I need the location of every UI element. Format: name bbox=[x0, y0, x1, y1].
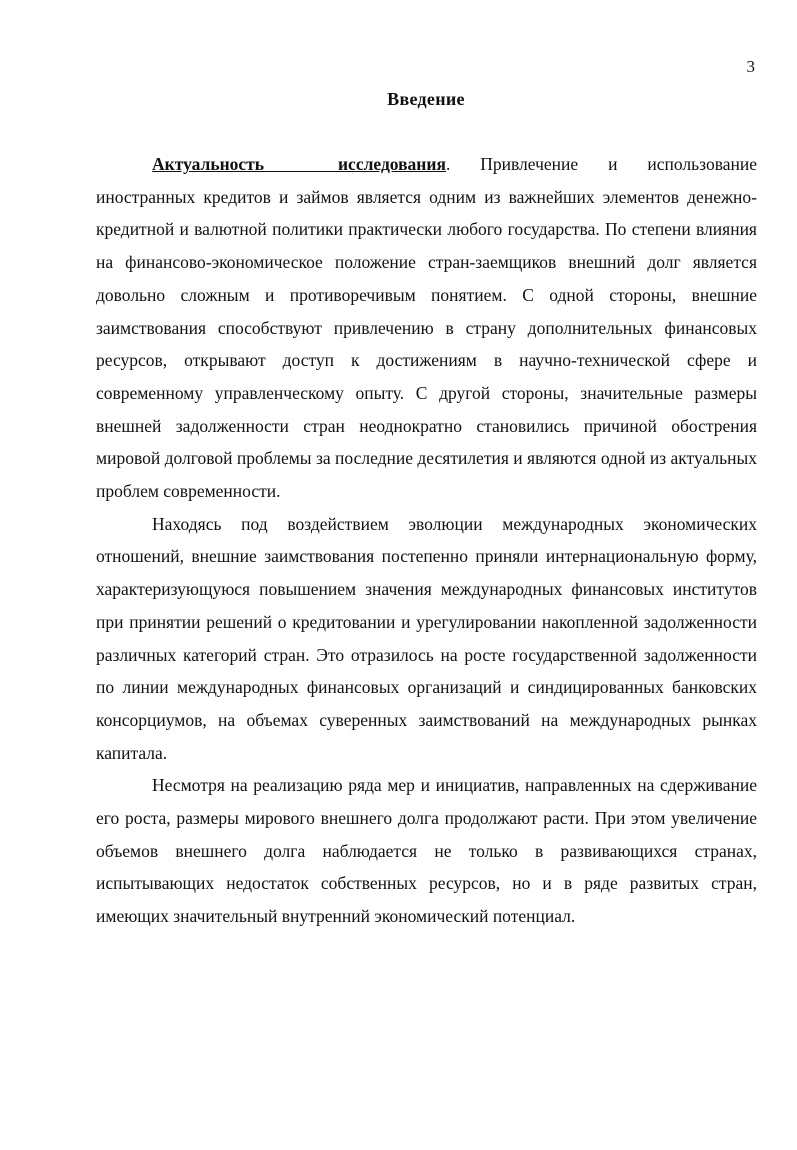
paragraph-evolution: Находясь под воздействием эволюции международных экономических отношений, внешние заимствования постепенно приняли интернациональную форму, характеризующуюся повышением значения международных финансовых институтов при принятии решений о кредитовании и урегулировании накопленной задолженности различных категорий стран. Это отразилось на росте государственной задолженности по линии международных финансовых организаций и синдицированных банковских консорциумов, на объемах суверенных заимствований на международных рынках капитала. bbox=[96, 513, 757, 763]
body-text bbox=[96, 148, 757, 933]
relevance-text: Привлечение и использование иностранных кредитов и займов является одним из важнейших элементов денежно-кредитной и валютной политики практически любого государства. По степени влияния на финансово-экономическое положение стран-заемщиков внешний долг является довольно сложным и противоречивым понятием. С одной стороны, внешние заимствования способствуют привлечению в страну дополнительных финансовых ресурсов, открывают доступ к достижениям в научно-технической сфере и современному управленческому опыту. С другой стороны, значительные размеры внешней задолженности стран неоднократно становились причиной обострения мировой долговой проблемы за последние десятилетия и являются одной из актуальных проблем современности. bbox=[96, 154, 757, 502]
relevance-heading-punct: . bbox=[445, 154, 451, 174]
paragraph-growth: Несмотря на реализацию ряда мер и инициатив, направленных на сдерживание его роста, размеры мирового внешнего долга продолжают расти. При этом увеличение объемов внешнего долга наблюдается не только в развивающихся странах, испытывающих недостаток собственных ресурсов, но и в ряде развитых стран, имеющих значительный внутренний экономический потенциал. bbox=[96, 775, 757, 927]
page-number: 3 bbox=[746, 57, 755, 76]
page-title: Введение bbox=[387, 89, 465, 109]
paragraph-relevance bbox=[96, 148, 757, 508]
relevance-heading: Актуальность исследования bbox=[152, 154, 446, 174]
